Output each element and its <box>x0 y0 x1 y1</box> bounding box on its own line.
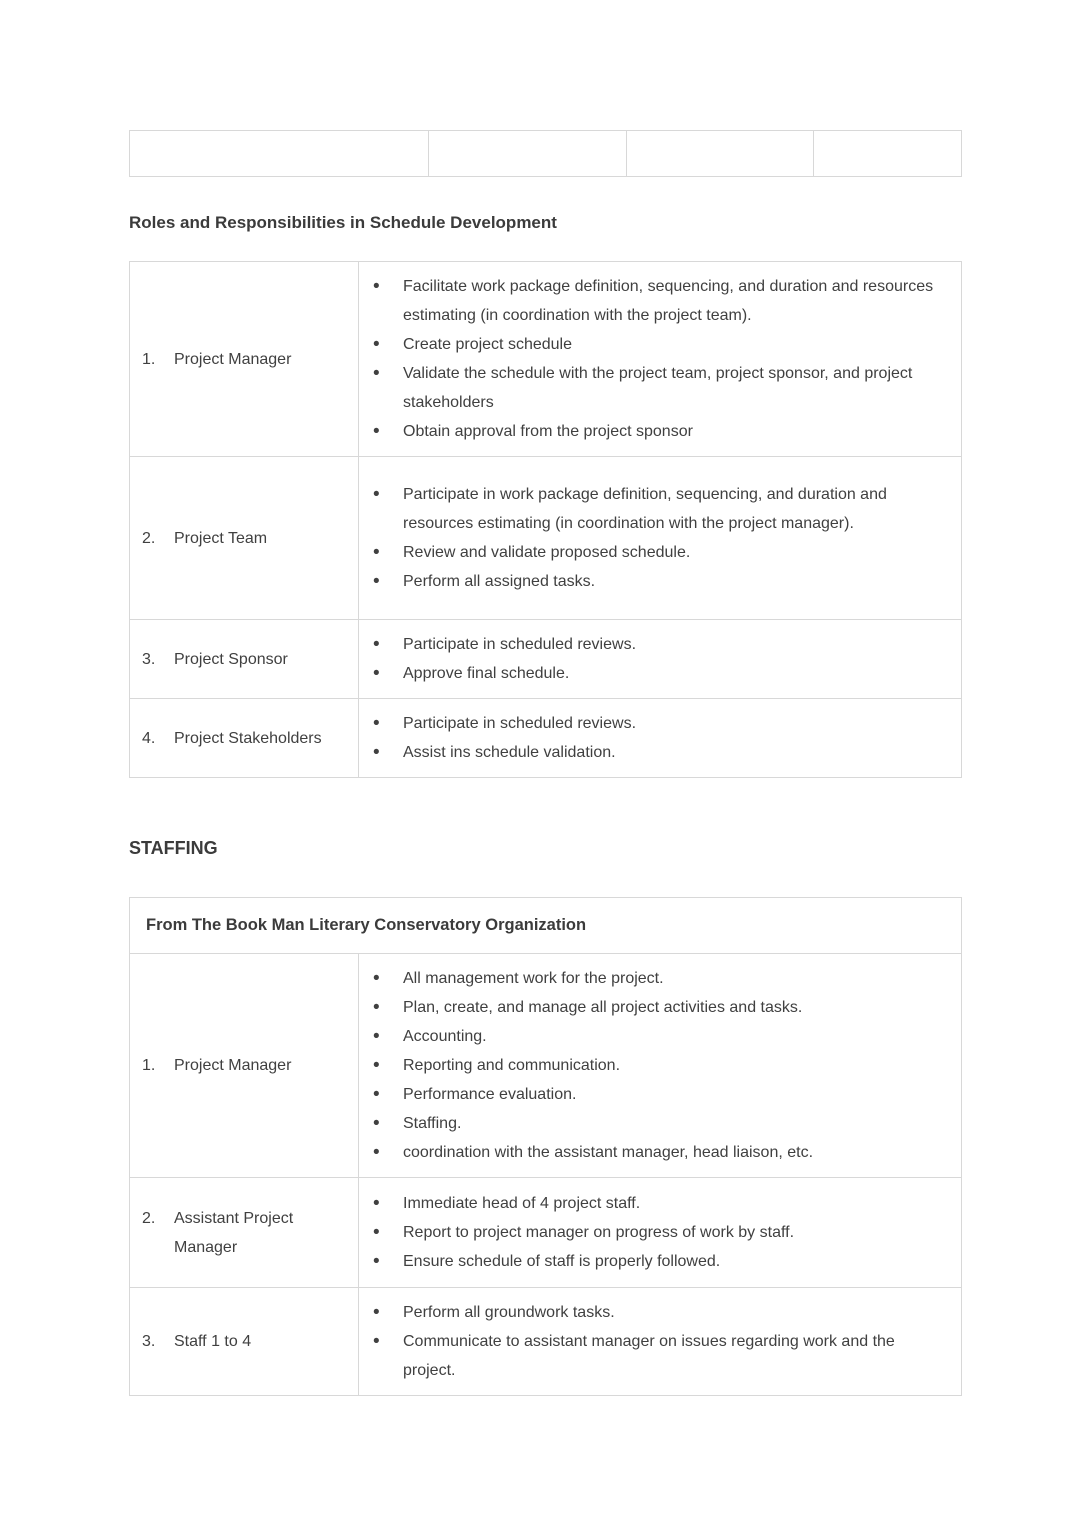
table-row <box>130 1178 962 1288</box>
responsibilities-cell <box>359 1288 962 1396</box>
bullet-marker <box>373 1138 380 1168</box>
list-item <box>359 630 937 659</box>
list-item <box>359 417 937 446</box>
table-row <box>130 457 962 620</box>
list-item <box>359 738 937 767</box>
bullet-marker <box>373 1022 380 1052</box>
roles-section-heading: Roles and Responsibilities in Schedule Development <box>129 213 557 232</box>
list-item-text: Report to project manager on progress of work by staff. <box>403 1224 795 1241</box>
role-label: Project Sponsor <box>174 650 288 668</box>
role-number: 3. <box>142 650 156 668</box>
table-row <box>130 1288 962 1396</box>
list-item-text: Participate in scheduled reviews. <box>403 636 637 653</box>
list-item <box>359 480 937 538</box>
list-item-text: Perform all assigned tasks. <box>403 573 596 590</box>
list-item-text: Validate the schedule with the project team, project sponsor, and project stakeholders <box>403 365 913 411</box>
role-label: Staff 1 to 4 <box>174 1333 252 1350</box>
table-header-row <box>130 898 962 954</box>
bullet-marker <box>373 567 380 597</box>
list-item <box>359 272 937 330</box>
responsibilities-cell <box>359 620 962 699</box>
list-item-text: coordination with the assistant manager, head liaison, etc. <box>403 1144 814 1161</box>
list-item-text: All management work for the project. <box>403 970 664 987</box>
list-item <box>359 1138 937 1167</box>
role-number: 1. <box>142 1057 156 1074</box>
bullet-marker <box>373 417 380 447</box>
role-number: 2. <box>142 529 156 547</box>
list-item <box>359 359 937 417</box>
list-item <box>359 1298 937 1327</box>
bullet-marker <box>373 993 380 1023</box>
list-item <box>359 709 937 738</box>
bullet-marker <box>373 330 380 360</box>
bullet-marker <box>373 1298 380 1328</box>
role-cell <box>130 262 359 457</box>
empty-table-row <box>130 131 962 177</box>
bullet-marker <box>373 630 380 660</box>
list-item-text: Assist ins schedule validation. <box>403 744 616 761</box>
role-label: Project Team <box>174 529 268 547</box>
bullet-marker <box>373 1247 380 1277</box>
list-item-text: Participate in work package definition, sequencing, and duration and resources estimating (in coordination with the project manager). <box>403 486 887 532</box>
bullet-marker <box>373 538 380 568</box>
list-item-text: Communicate to assistant manager on issues regarding work and the project. <box>403 1333 895 1379</box>
list-item <box>359 1109 937 1138</box>
role-label: Assistant Project Manager <box>174 1209 294 1256</box>
list-item-text: Facilitate work package definition, sequencing, and duration and resources estimating (in coordination with the project team). <box>403 278 934 324</box>
bullet-marker <box>373 1218 380 1248</box>
roles-table <box>129 261 962 778</box>
table-row <box>130 262 962 457</box>
role-number: 4. <box>142 729 156 747</box>
list-item <box>359 659 937 688</box>
bullet-marker <box>373 1080 380 1110</box>
list-item-text: Performance evaluation. <box>403 1086 577 1103</box>
staffing-section-heading: STAFFING <box>129 838 218 858</box>
bullet-marker <box>373 659 380 689</box>
list-item-text: Plan, create, and manage all project activities and tasks. <box>403 999 803 1016</box>
list-item <box>359 567 937 596</box>
role-label: Project Manager <box>174 1057 292 1074</box>
role-cell <box>130 1288 359 1396</box>
staffing-table-header: From The Book Man Literary Conservatory Organization <box>130 898 962 954</box>
list-item-text: Participate in scheduled reviews. <box>403 715 637 732</box>
responsibilities-cell <box>359 262 962 457</box>
list-item-text: Ensure schedule of staff is properly followed. <box>403 1253 721 1270</box>
bullet-marker <box>373 1109 380 1139</box>
role-number: 1. <box>142 350 156 368</box>
list-item-text: Staffing. <box>403 1115 462 1132</box>
table-row <box>130 620 962 699</box>
list-item-text: Approve final schedule. <box>403 665 570 682</box>
bullet-marker <box>373 359 380 389</box>
role-label: Project Manager <box>174 350 292 368</box>
role-cell <box>130 954 359 1178</box>
bullet-marker <box>373 1327 380 1357</box>
list-item-text: Immediate head of 4 project staff. <box>403 1195 641 1212</box>
role-cell <box>130 620 359 699</box>
empty-cell <box>130 131 429 177</box>
list-item <box>359 538 937 567</box>
empty-cell <box>814 131 962 177</box>
staffing-table <box>129 897 962 1396</box>
list-item <box>359 1247 937 1276</box>
role-number: 3. <box>142 1333 156 1350</box>
bullet-marker <box>373 272 380 302</box>
role-cell <box>130 1178 359 1288</box>
empty-table <box>129 130 962 177</box>
bullet-marker <box>373 709 380 739</box>
list-item-text: Review and validate proposed schedule. <box>403 544 691 561</box>
responsibilities-cell <box>359 954 962 1178</box>
list-item <box>359 1218 937 1247</box>
list-item-text: Accounting. <box>403 1028 487 1045</box>
bullet-marker <box>373 738 380 768</box>
bullet-marker <box>373 964 380 994</box>
list-item-text: Obtain approval from the project sponsor <box>403 423 693 440</box>
list-item <box>359 1051 937 1080</box>
role-cell <box>130 457 359 620</box>
responsibilities-cell <box>359 699 962 778</box>
list-item <box>359 1080 937 1109</box>
list-item <box>359 993 937 1022</box>
responsibilities-cell <box>359 457 962 620</box>
list-item-text: Reporting and communication. <box>403 1057 621 1074</box>
bullet-marker <box>373 1051 380 1081</box>
table-row <box>130 699 962 778</box>
role-cell <box>130 699 359 778</box>
empty-cell <box>429 131 627 177</box>
list-item-text: Perform all groundwork tasks. <box>403 1304 615 1321</box>
list-item <box>359 1022 937 1051</box>
document-content <box>129 0 961 1396</box>
table-row <box>130 954 962 1178</box>
role-number: 2. <box>142 1209 156 1227</box>
list-item-text: Create project schedule <box>403 336 572 353</box>
bullet-marker <box>373 480 380 510</box>
list-item <box>359 1189 937 1218</box>
list-item <box>359 964 937 993</box>
empty-cell <box>627 131 814 177</box>
responsibilities-cell <box>359 1178 962 1288</box>
list-item <box>359 330 937 359</box>
role-label: Project Stakeholders <box>174 729 322 747</box>
bullet-marker <box>373 1189 380 1219</box>
list-item <box>359 1327 937 1385</box>
